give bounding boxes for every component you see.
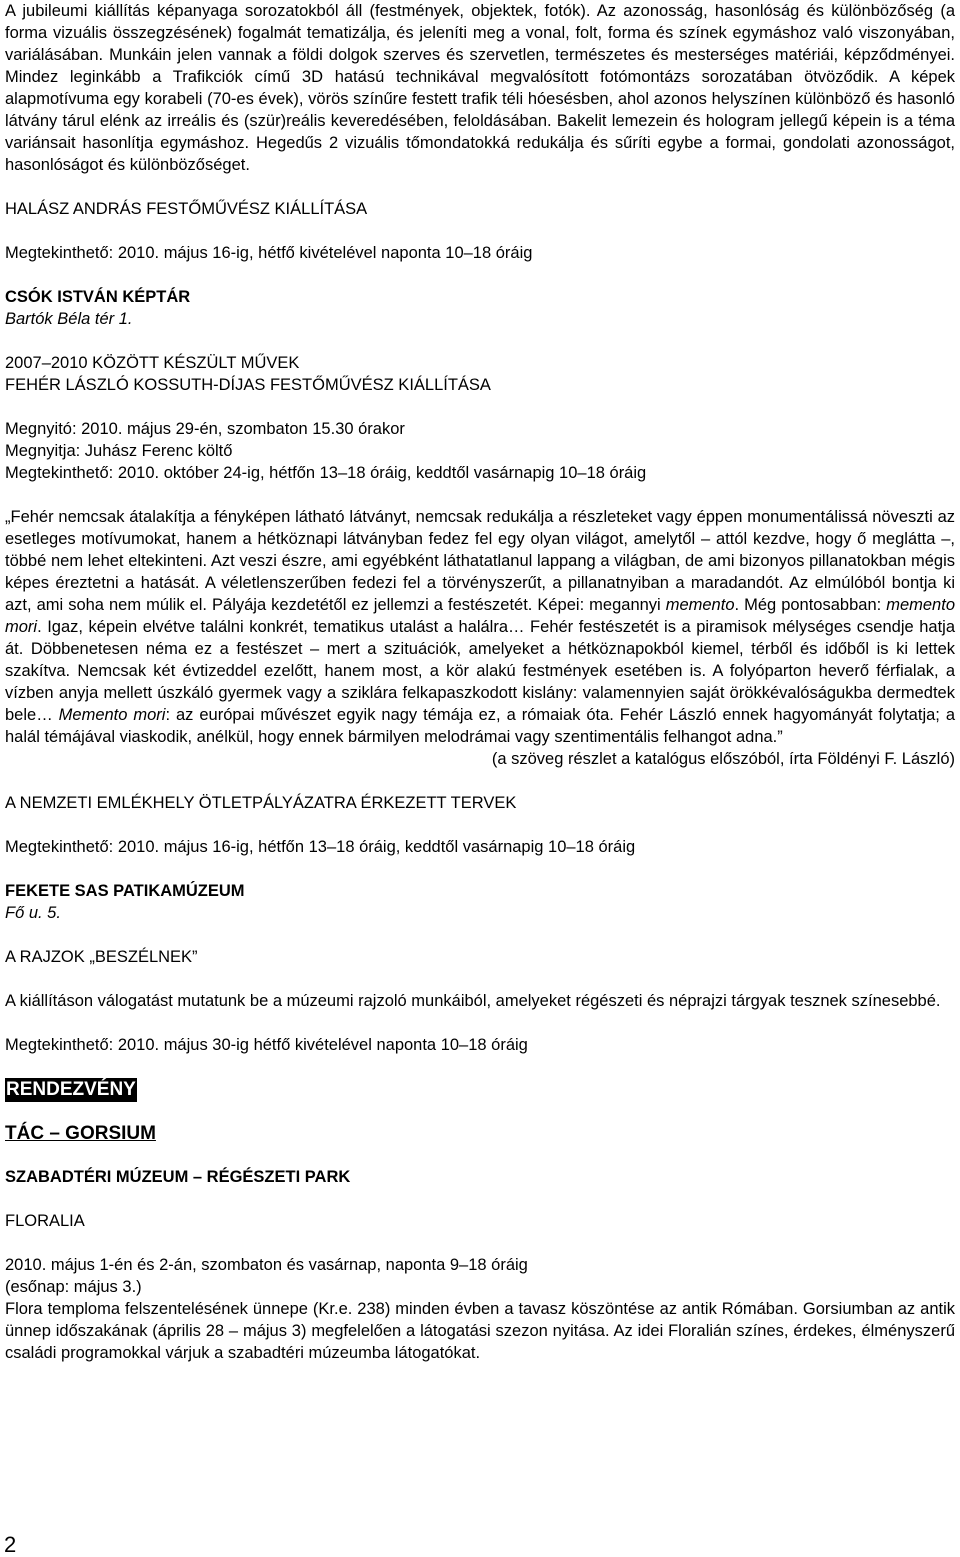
csok-opener: Megnyitja: Juhász Ferenc költő [5, 442, 233, 460]
csok-quote: „Fehér nemcsak átalakítja a fényképen látható látványt, nemcsak redukálja a részleteket vagy éppen monumentálissá növeszti az esetleges motívumokat, hanem a hétköznapi látványban fedez fel egy olyan világot, amelytől – attól kezdve, hogy ő meglátta –, többé nem lehet eltekinteni. Azt veszi észre, ami egyébként láthatatlanul lappang a világban, de ami bizonyos pillanatokban mégis képes éreztetni a hatását. A véletlenszerűben fedezi fel a törvényszerűt, a pillanatnyiban a maradandót. Az elmúlóból bontja ki azt, ami soha nem múlik el. Pályája kezdetétől ez jellemzi a festészetét. Képei: megannyi memento. Még pontosabban: memento mori. Igaz, képein elvétve találni konkrét, tematikus utalást a halálra… Fehér festészetét is a piramisok mélységes csendje hatja át. Döbbenetesen néma ez a festészet – mert a szituációk, amelyeket a hétköznapokból kiemel, térből és időből is ki lettek szakítva. Nemcsak két évtizeddel ezelőtt, hanem most, a kör alakú festmények esetében is. A folyóparton heverő férfialak, a vízben anyja mellett úszkáló gyermek vagy a sziklára felkapaszkodott kislány: valamennyien saját örökkévalóságukba dermedtek bele… Memento mori: az európai művészet egyik nagy témája ez, a rómaiak óta. Fehér László ennek hagyományát folytatja; a halál témájával viaskodik, anélkül, hogy ennek bármilyen melodrámai vagy szentimentális felhangot adna.” [5, 508, 955, 746]
floralia-title: FLORALIA [5, 1212, 85, 1230]
tac-heading: TÁC – GORSIUM [5, 1123, 156, 1144]
csok-address: Bartók Béla tér 1. [5, 310, 133, 328]
nemzeti-title: A NEMZETI EMLÉKHELY ÖTLETPÁLYÁZATRA ÉRKEZETT TERVEK [5, 794, 517, 812]
page-content [5, 0, 955, 1364]
nemzeti-dates: Megtekinthető: 2010. május 16-ig, hétfőn 13–18 óráig, keddtől vasárnapig 10–18 óráig [5, 838, 636, 856]
fekete-venue: FEKETE SAS PATIKAMÚZEUM [5, 882, 245, 900]
halasz-dates: Megtekinthető: 2010. május 16-ig, hétfő kivételével naponta 10–18 óráig [5, 244, 533, 262]
fekete-dates: Megtekinthető: 2010. május 30-ig hétfő kivételével naponta 10–18 óráig [5, 1036, 528, 1054]
floralia-rain-date: (esőnap: május 3.) [5, 1278, 142, 1296]
page-number: 2 [4, 1532, 17, 1557]
fekete-address: Fő u. 5. [5, 904, 61, 922]
csok-opening: Megnyitó: 2010. május 29-én, szombaton 15.30 órakor [5, 420, 405, 438]
rendezveny-heading-row [5, 1078, 955, 1102]
csok-title-2: FEHÉR LÁSZLÓ KOSSUTH-DÍJAS FESTŐMŰVÉSZ KIÁLLÍTÁSA [5, 376, 491, 394]
fekete-description: A kiállításon válogatást mutatunk be a múzeumi rajzoló munkáiból, amelyeket régészeti és néprajzi tárgyak tesznek színesebbé. [5, 992, 941, 1010]
csok-dates: Megtekinthető: 2010. október 24-ig, hétfőn 13–18 óráig, keddtől vasárnapig 10–18 óráig [5, 464, 647, 482]
rendezveny-heading: RENDEZVÉNY [6, 1079, 136, 1100]
csok-title-1: 2007–2010 KÖZÖTT KÉSZÜLT MŰVEK [5, 354, 300, 372]
csok-venue: CSÓK ISTVÁN KÉPTÁR [5, 288, 191, 306]
halasz-title: HALÁSZ ANDRÁS FESTŐMŰVÉSZ KIÁLLÍTÁSA [5, 200, 368, 218]
floralia-description: Flora temploma felszentelésének ünnepe (Kr.e. 238) minden évben a tavasz köszöntése az antik Rómában. Gorsiumban az antik ünnep időszakának (április 28 – május 3) megfelelően a látogatási szezon nyitása. Az idei Floralián színes, érdekes, élményszerű családi programokkal várjuk a szabadtéri múzeumba látogatókat. [5, 1300, 955, 1362]
fekete-title: A RAJZOK „BESZÉLNEK” [5, 948, 198, 966]
quote-source: (a szöveg részlet a katalógus előszóból, írta Földényi F. László) [491, 750, 955, 768]
floralia-dates: 2010. május 1-én és 2-án, szombaton és vasárnap, naponta 9–18 óráig [5, 1256, 528, 1274]
tac-subheading: SZABADTÉRI MÚZEUM – RÉGÉSZETI PARK [5, 1168, 351, 1186]
intro-paragraph: A jubileumi kiállítás képanyaga sorozatokból áll (festmények, objektek, fotók). Az azonosság, hasonlóság és különbözőség (a forma vizuális összegzésének) fogalmát tematizálja, és jeleníti meg a vonal, folt, forma és színek egymáshoz való viszonyában, variálásában. Munkáin jelen vannak a földi dolgok szerves és szervetlen, természetes és mesterséges matériái, képződményei. Mindez leginkább a Trafikciók című 3D hatású technikával megvalósított fotómontázs sorozatában ötvöződik. A képek alapmotívuma egy korabeli (70-es évek), vörös színűre festett trafik téli hóesésben, ahol azonos helyszínen különböző és hasonló látvány tárul elénk az irreális és (szür)reális keveredésében, feloldásában. Bakelit lemezein és hologram jellegű képein is a téma variánsait hasonlítja egymáshoz. Hegedűs 2 vizuális tőmondatokká redukálja és sűríti egybe a formai, gondolati azonosságot, hasonlóságot és különbözőséget. [5, 2, 956, 174]
